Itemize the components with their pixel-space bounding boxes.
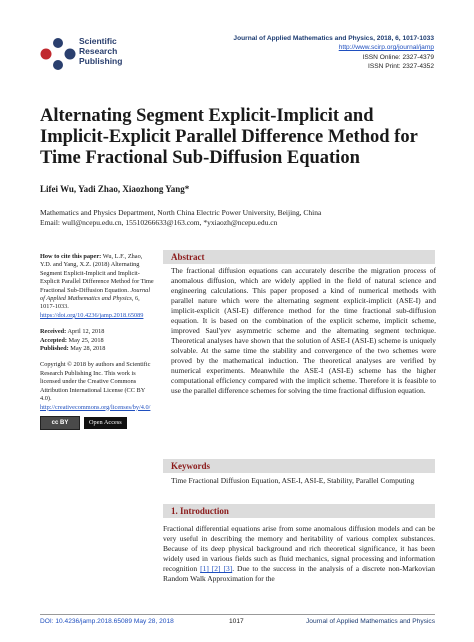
publisher-name-line: Scientific — [79, 36, 117, 46]
cite-volume: , 6, 1017-1033. — [40, 295, 140, 311]
author-affiliation: Mathematics and Physics Department, North China Electric Power University, Beijing, China — [40, 208, 322, 217]
abstract-text: The fractional diffusion equations can accurately describe the migration process of anomalous diffusion, which are widely applied in the field of natural science and engineering calculations. This paper proposed a kind of numerical methods with parallel nature which were the alternating segment explicit-implicit (ASE-I) and implicit-explicit (ASI-E) difference method for the time fractional sub-diffusion equation. It is based on the combination of the explicit scheme, implicit scheme, improved Saul'yev asymmetric scheme and the alternating segment technique. Theoretical analyses have shown that the solution of ASE-I (ASI-E) scheme is uniquely solvable. At the same time the stability and convergence of the two schemes were proved by the mathematical induction. The theoretical analyses are verified by numerical experiments. Meanwhile the ASE-I (ASI-E) scheme has the higher computational efficiency compared with the implicit scheme. Therefore it is feasible to use the parallel difference schemes for solving the time fractional diffusion equation. — [171, 266, 436, 395]
license-link[interactable]: http://creativecommons.org/licenses/by/4.0/ — [40, 403, 151, 411]
intro-text-part: . Due to the success in the analysis of a discrete non-Markovian Random Walk Approximation for the — [163, 564, 435, 583]
journal-header — [194, 34, 434, 72]
copyright-text: Copyright © 2018 by authors and Scientific Research Publishing Inc. This work is licensed under the Creative Commons Attribution International License (CC BY 4.0). — [40, 361, 151, 403]
journal-url-link[interactable]: http://www.scirp.org/journal/jamp — [338, 44, 434, 52]
intro-heading: 1. Introduction — [163, 504, 435, 518]
publisher-name — [79, 36, 122, 66]
received-label: Received: — [40, 328, 67, 336]
paper-title: Alternating Segment Explicit-Implicit and Implicit-Explicit Parallel Difference Method for Time Fractional Sub-Diffusion Equation — [40, 106, 418, 168]
paper-authors: Lifei Wu, Yadi Zhao, Xiaozhong Yang* — [40, 184, 190, 194]
footer-journal: Journal of Applied Mathematics and Physics — [305, 618, 435, 625]
abstract-heading: Abstract — [163, 250, 435, 264]
footer-divider — [40, 614, 435, 615]
published-date: May 28, 2018 — [70, 345, 106, 353]
dates-block — [40, 328, 154, 353]
publisher-name-line: Publishing — [79, 56, 123, 66]
author-email: Email: wull@ncepu.edu.cn, 15510266633@163.com, *yxiaozh@ncepu.edu.cn — [40, 218, 278, 227]
issn-online: ISSN Online: 2327-4379 — [362, 53, 434, 61]
citation-block — [40, 253, 154, 320]
keywords-heading: Keywords — [163, 459, 435, 473]
publisher-name-line: Research — [79, 46, 118, 56]
license-badges — [40, 416, 154, 430]
intro-text-part: Fractional differential equations arise from some anomalous diffusion models and can be very useful in describing the memory and heritability of various complex substances. Because of its deep physical background and rich theoretical significance, it has been widely used in various fields such as fluid mechanics, signal processing and information recognition — [163, 524, 435, 573]
published-label: Published: — [40, 345, 69, 353]
logo-mark — [39, 38, 76, 70]
cite-journal: Journal of Applied Mathematics and Physics — [40, 286, 151, 303]
cite-doi-link[interactable]: https://doi.org/10.4236/jamp.2018.65089 — [40, 311, 144, 319]
cite-text: Wu, L.F., Zhao, Y.D. and Yang, X.Z. (2018) Alternating Segment Explicit-Implicit and Implicit-Explicit Parallel Difference Method for Time Fractional Sub-Diffusion Equation. — [40, 253, 154, 294]
copyright-block — [40, 361, 154, 411]
open-access-badge: Open Access — [84, 417, 127, 429]
issn-print: ISSN Print: 2327-4352 — [368, 63, 434, 71]
intro-refs-link[interactable]: [1] [2] [3] — [200, 564, 233, 573]
cite-label: How to cite this paper: — [40, 253, 102, 260]
cc-by-badge-icon[interactable] — [40, 416, 80, 430]
received-date: April 12, 2018 — [67, 328, 105, 336]
accepted-date: May 25, 2018 — [68, 336, 104, 344]
journal-citation: Journal of Applied Mathematics and Physics, 2018, 6, 1017-1033 — [233, 35, 434, 42]
accepted-label: Accepted: — [40, 336, 67, 344]
sidebar-info — [40, 253, 154, 430]
footer-page-number: 1017 — [229, 618, 244, 625]
cc-badge-label: cc BY — [51, 419, 69, 426]
intro-text — [163, 524, 435, 584]
keywords-text: Time Fractional Diffusion Equation, ASE-I, ASI-E, Stability, Parallel Computing — [171, 476, 415, 485]
footer-doi[interactable]: DOI: 10.4236/jamp.2018.65089 May 28, 2018 — [40, 618, 174, 625]
